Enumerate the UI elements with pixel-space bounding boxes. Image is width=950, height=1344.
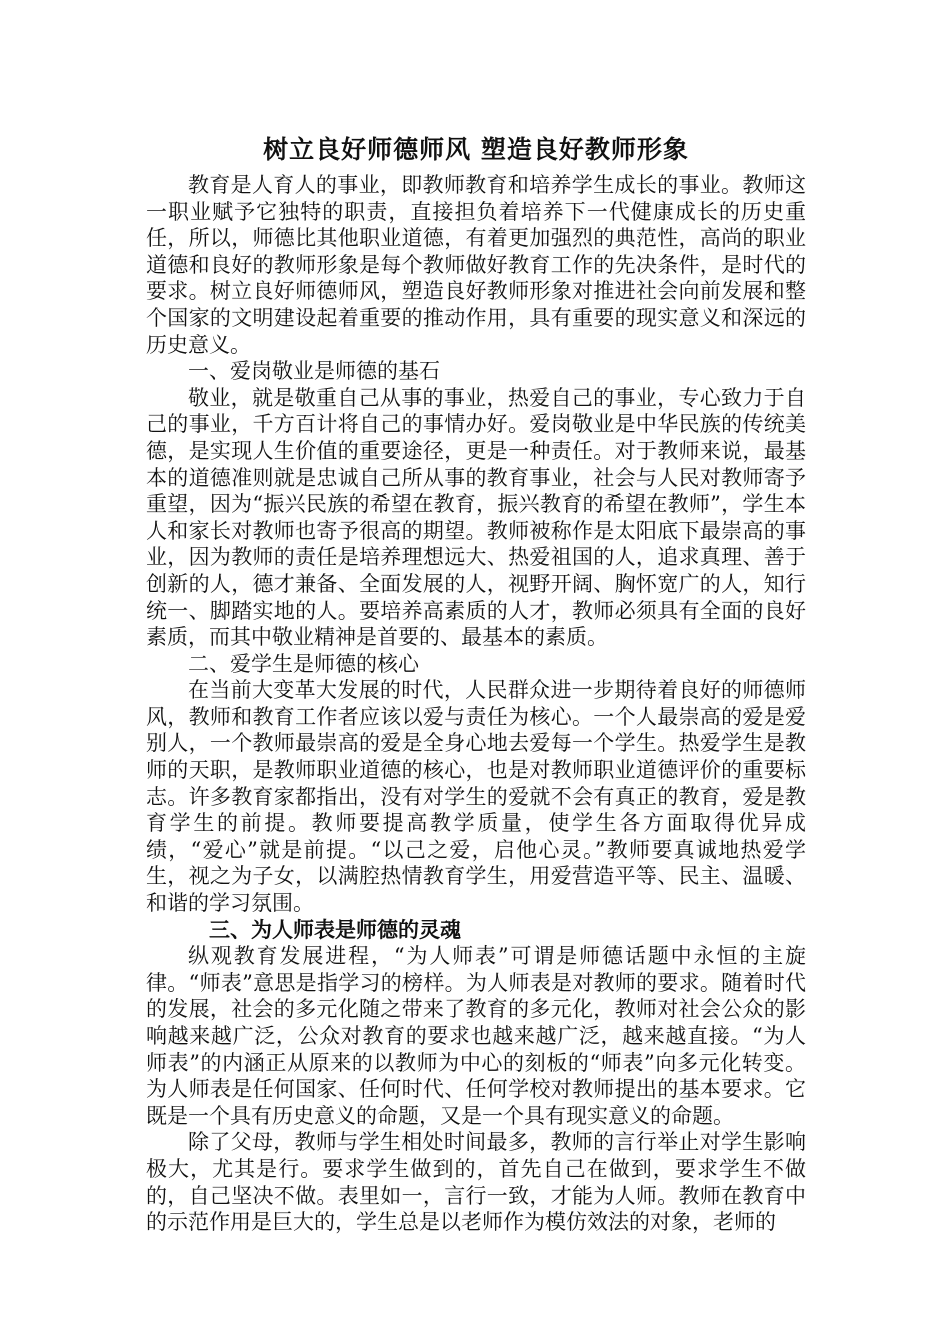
section-3-paragraph-2: 除了父母，教师与学生相处时间最多，教师的言行举止对学生影响极大，尤其是行。要求学生做到的，首先自己在做到，要求学生不做的，自己坚决不做。表里如一，言行一致，才能为人师。教师在教育中的示范作用是巨大的，学生总是以老师作为模仿效法的对象，老师的 bbox=[146, 1130, 806, 1235]
section-1-heading: 一、爱岗敬业是师德的基石 bbox=[188, 359, 440, 384]
section-3-paragraph-1: 纵观教育发展进程，“为人师表”可谓是师德话题中永恒的主旋律。“师表”意思是指学习的榜样。为人师表是对教师的要求。随着时代的发展，社会的多元化随之带来了教育的多元化，教师对社会公众的影响越来越广泛，公众对教育的要求也越来越广泛，越来越直接。“为人师表”的内涵正从原来的以教师为中心的刻板的“师表”向多元化转变。为人师表是任何国家、任何时代、任何学校对教师提出的基本要求。它既是一个具有历史意义的命题，又是一个具有现实意义的命题。 bbox=[146, 944, 806, 1128]
section-3-heading: 三、为人师表是师德的灵魂 bbox=[209, 916, 461, 942]
section-2-heading: 二、爱学生是师德的核心 bbox=[188, 651, 419, 676]
document-page bbox=[146, 128, 806, 1236]
section-1-paragraph: 敬业，就是敬重自己从事的事业，热爱自己的事业，专心致力于自己的事业，千方百计将自己的事情办好。爱岗敬业是中华民族的传统美德，是实现人生价值的重要途径，更是一种责任。对于教师来说，最基本的道德准则就是忠诚自己所从事的教育事业，社会与人民对教师寄予重望，因为“振兴民族的希望在教育，振兴教育的希望在教师”，学生本人和家长对教师也寄予很高的期望。教师被称作是太阳底下最崇高的事业，因为教师的责任是培养理想远大、热爱祖国的人，追求真理、善于创新的人，德才兼备、全面发展的人，视野开阔、胸怀宽广的人，知行统一、脚踏实地的人。要培养高素质的人才，教师必须具有全面的良好素质，而其中敬业精神是首要的、最基本的素质。 bbox=[146, 385, 806, 650]
intro-paragraph: 教育是人育人的事业，即教师教育和培养学生成长的事业。教师这一职业赋予它独特的职责，直接担负着培养下一代健康成长的历史重任，所以，师德比其他职业道德，有着更加强烈的典范性，高尚的职业道德和良好的教师形象是每个教师做好教育工作的先决条件，是时代的要求。树立良好师德师风，塑造良好教师形象对推进社会向前发展和整个国家的文明建设起着重要的推动作用，具有重要的现实意义和深远的历史意义。 bbox=[146, 173, 806, 357]
document-title: 树立良好师德师风 塑造良好教师形象 bbox=[263, 135, 689, 164]
section-2-paragraph: 在当前大变革大发展的时代，人民群众进一步期待着良好的师德师风，教师和教育工作者应该以爱与责任为核心。一个人最崇高的爱是爱别人，一个教师最崇高的爱是全身心地去爱每一个学生。热爱学生是教师的天职，是教师职业道德的核心，也是对教师职业道德评价的重要标志。许多教育家都指出，没有对学生的爱就不会有真正的教育，爱是教育学生的前提。教师要提高教学质量，使学生各方面取得优异成绩，“爱心”就是前提。“以己之爱，启他心灵。”教师要真诚地热爱学生，视之为子女，以满腔热情教育学生，用爱营造平等、民主、温暖、和谐的学习氛围。 bbox=[146, 678, 806, 916]
